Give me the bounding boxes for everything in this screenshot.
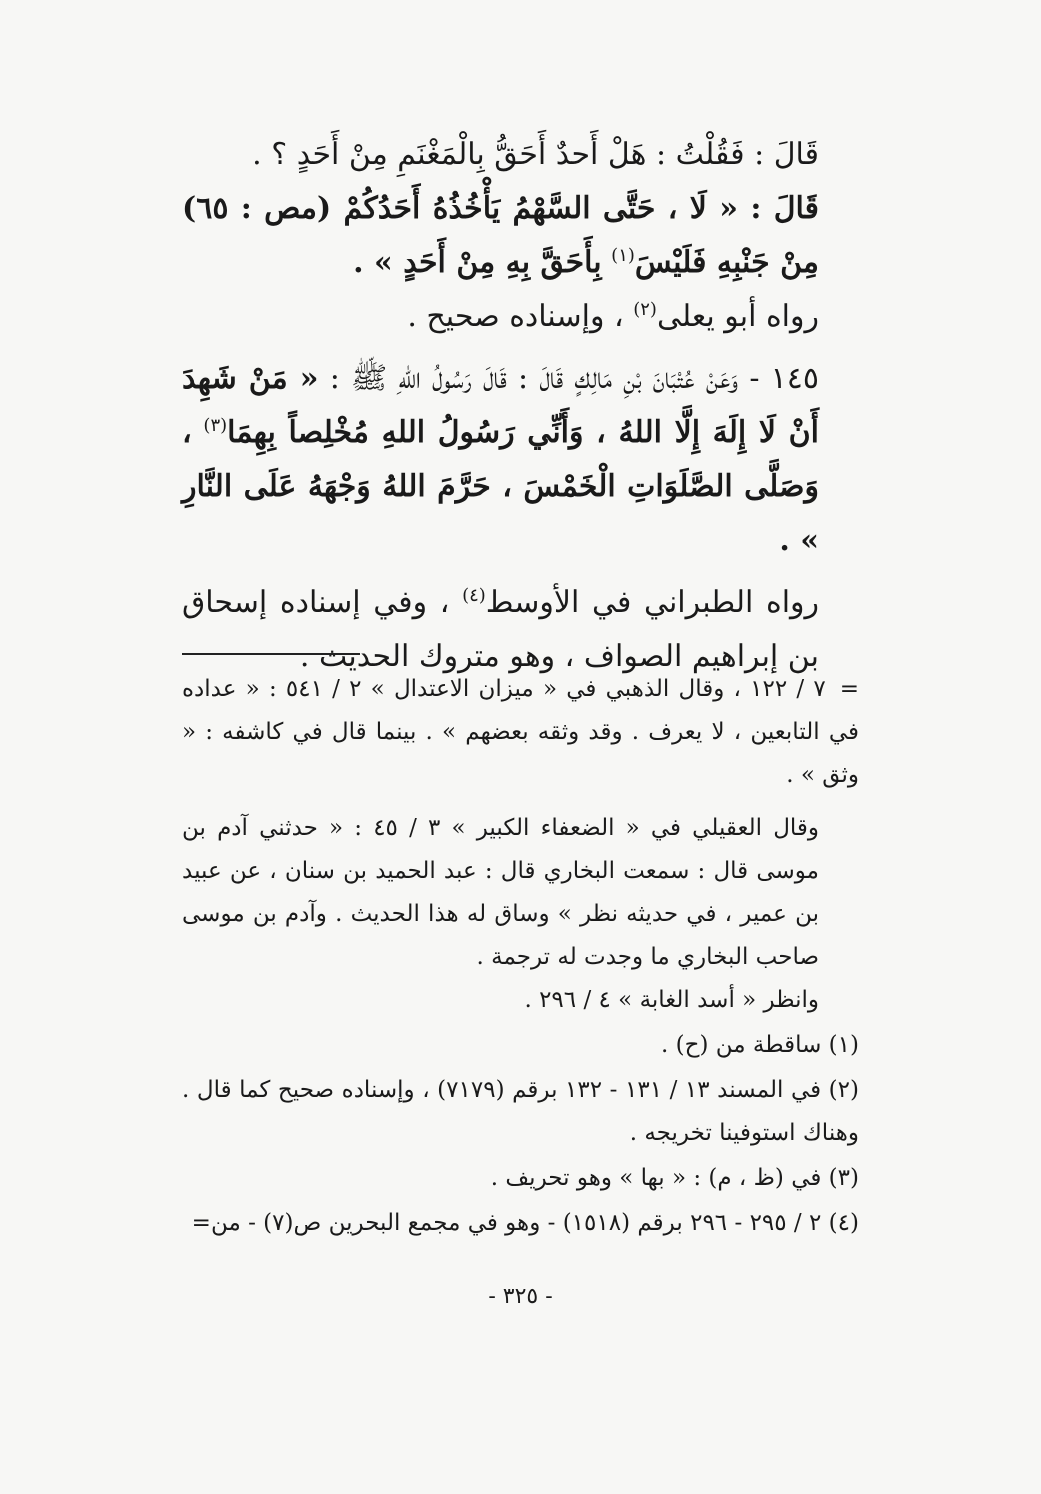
footnotes — [182, 668, 859, 1245]
hadith-number: ١٤٥ - وَعَنْ عُتْبَانَ بْنِ مَالِكٍ قَالَ : قَالَ رَسُولُ اللهِ ﷺ : — [329, 361, 819, 396]
text-line — [182, 290, 859, 344]
footnote-4: (٤) ٢ / ٢٩٥ - ٢٩٦ برقم (١٥١٨) - وهو في مجمع البحرين ص(٧) - من= — [191, 1210, 859, 1236]
hadith-text: بِأَحَقَّ بِهِ مِنْ أَحَدٍ » . — [353, 245, 602, 280]
narration-text: رواه الطبراني في الأوسط — [485, 585, 819, 620]
hadith-text: قَالَ : « لَا ، حَتَّى السَّهْمُ يَأْخُذُهُ أَحَدُكُمْ (مص : ٦٥) مِنْ جَنْبِهِ فَلَيْسَ — [182, 191, 819, 280]
footnote-ref: (٣) — [203, 415, 228, 436]
continuation-marker: = — [839, 676, 859, 702]
narration-text: ، وإسناده صحيح . — [407, 299, 624, 334]
main-text — [182, 128, 859, 684]
footnote-separator — [182, 653, 360, 655]
footnote-ref: (١) — [611, 245, 635, 266]
narration-text: ، وفي إسناده إسحاق بن إبراهيم الصواف ، وهو متروك الحديث . — [182, 585, 819, 674]
footnote-paragraph: وقال العقيلي في « الضعفاء الكبير » ٣ / ٤٥ : « حدثني آدم بن موسى قال : سمعت البخاري قال : عبد الحميد بن سنان ، عن عبيد بن عمير ، في حديثه نظر » وساق له هذا الحديث . وآدم بن موسى صاحب البخاري ما وجدت له ترجمة . — [182, 815, 820, 970]
footnote-continuation — [182, 668, 859, 797]
footnote-2: (٢) في المسند ١٣ / ١٣١ - ١٣٢ برقم (٧١٧٩) ، وإسناده صحيح كما قال . وهناك استوفينا تخريجه . — [182, 1077, 859, 1146]
footnote-3: (٣) في (ظ ، م) : « بها » وهو تحريف . — [490, 1165, 859, 1191]
footnote-ref: (٤) — [462, 585, 486, 606]
text-line — [182, 182, 859, 290]
line-text: قَالَ : فَقُلْتُ : هَلْ أَحدٌ أَحَقُّ بِالْمَغْنَمِ مِنْ أَحَدٍ ؟ . — [252, 137, 819, 172]
page-number: - ٣٢٥ - — [488, 1284, 553, 1309]
hadith-text: « مَنْ شَهِدَ أَنْ لَا إِلَهَ إِلَّا اللهُ ، وَأَنِّي رَسُولُ اللهِ مُخْلِصاً بِهِمَا — [182, 361, 819, 450]
hadith-paragraph — [182, 352, 859, 568]
narration-text: رواه أبو يعلى — [656, 299, 819, 334]
footnote-ref: (٢) — [633, 299, 657, 320]
footnote-text: ٧ / ١٢٢ ، وقال الذهبي في « ميزان الاعتدال » ٢ / ٥٤١ : « عداده في التابعين ، لا يعرف . وقد وثقه بعضهم » . بينما قال في كاشفه : « وثق » . — [182, 676, 859, 788]
footnote-paragraph: وانظر « أسد الغابة » ٤ / ٢٩٦ . — [524, 987, 819, 1013]
text-line — [182, 128, 859, 182]
footnote-1: (١) ساقطة من (ح) . — [661, 1032, 859, 1058]
hadith-text: ، وَصَلَّى الصَّلَوَاتِ الْخَمْسَ ، حَرَّمَ اللهُ وَجْهَهُ عَلَى النَّارِ » . — [182, 415, 819, 558]
